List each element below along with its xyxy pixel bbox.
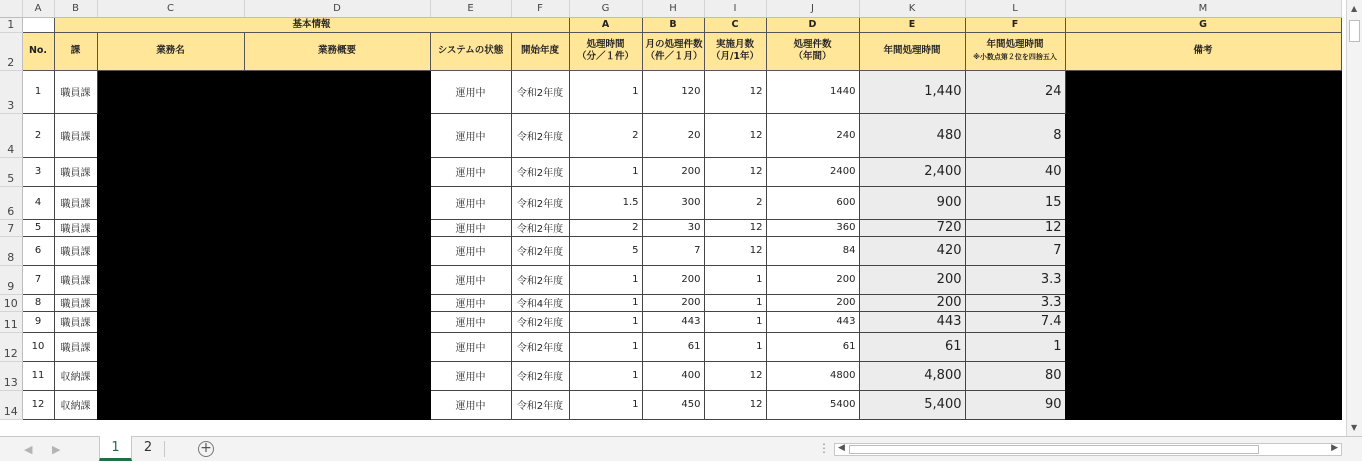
cell-months[interactable]: 12 (704, 157, 766, 186)
cell-no[interactable]: 5 (22, 219, 54, 236)
cell-no[interactable]: 6 (22, 236, 54, 265)
sheet-tab-1[interactable]: 1 (99, 436, 132, 461)
cell-proc-time[interactable]: 1.5 (569, 186, 642, 219)
cell-start-year[interactable]: 令和2年度 (511, 70, 569, 113)
vertical-scrollbar[interactable] (1346, 0, 1362, 436)
cell-monthly-count[interactable]: 120 (642, 70, 704, 113)
cell-no[interactable]: 9 (22, 311, 54, 332)
cell-ka[interactable]: 収納課 (54, 390, 97, 419)
cell-status[interactable]: 運用中 (430, 70, 511, 113)
header-monthly-count[interactable] (642, 32, 704, 70)
cell-annual-time[interactable]: 200 (859, 294, 965, 311)
cell-start-year[interactable]: 令和2年度 (511, 265, 569, 294)
scroll-thumb[interactable] (849, 445, 1259, 454)
cell-annual-time[interactable]: 443 (859, 311, 965, 332)
header-note: ※小数点第２位を四捨五入 (973, 53, 1057, 61)
cell-count[interactable]: 5400 (766, 390, 859, 419)
cell-no[interactable]: 12 (22, 390, 54, 419)
column-header[interactable]: I (704, 0, 766, 17)
cell-annual-time[interactable]: 420 (859, 236, 965, 265)
cell-ka[interactable]: 職員課 (54, 294, 97, 311)
row-header[interactable]: 10 (0, 294, 22, 311)
scroll-thumb[interactable] (1349, 20, 1360, 42)
letter-header-c[interactable]: C (704, 17, 766, 32)
cell-status[interactable]: 運用中 (430, 219, 511, 236)
cell-no[interactable]: 8 (22, 294, 54, 311)
header-line: （月/1年） (710, 51, 760, 62)
cell-no[interactable]: 10 (22, 332, 54, 361)
column-header[interactable]: F (511, 0, 569, 17)
cell-months[interactable]: 1 (704, 265, 766, 294)
header-gyomu-gaiyo[interactable]: 業務概要 (244, 32, 430, 70)
row-header[interactable]: 2 (0, 32, 22, 70)
cell-count[interactable]: 4800 (766, 361, 859, 390)
cell-count[interactable]: 2400 (766, 157, 859, 186)
cell-start-year[interactable]: 令和2年度 (511, 311, 569, 332)
cell-no[interactable]: 4 (22, 186, 54, 219)
header-months[interactable] (704, 32, 766, 70)
cell-no[interactable]: 3 (22, 157, 54, 186)
triangle-left-icon[interactable]: ◀ (24, 443, 33, 456)
cell-annual-hours[interactable]: 7 (965, 236, 1065, 265)
cell-annual-time[interactable]: 61 (859, 332, 965, 361)
cell-count[interactable]: 84 (766, 236, 859, 265)
header-line: （分／１件） (576, 51, 634, 62)
cell-ka[interactable]: 職員課 (54, 332, 97, 361)
cell-count[interactable]: 443 (766, 311, 859, 332)
column-header[interactable]: C (97, 0, 244, 17)
cell-ka[interactable]: 職員課 (54, 236, 97, 265)
cell-annual-hours[interactable]: 3.3 (965, 265, 1065, 294)
row-header[interactable]: 14 (0, 390, 22, 419)
row-header[interactable]: 3 (0, 70, 22, 113)
cell-annual-hours[interactable]: 3.3 (965, 294, 1065, 311)
row-header[interactable]: 4 (0, 113, 22, 157)
cell-status[interactable]: 運用中 (430, 294, 511, 311)
cell-annual-hours[interactable]: 7.4 (965, 311, 1065, 332)
cell-no[interactable]: 7 (22, 265, 54, 294)
cell-count[interactable]: 360 (766, 219, 859, 236)
cell-annual-time[interactable]: 2,400 (859, 157, 965, 186)
cell-no[interactable]: 2 (22, 113, 54, 157)
cell-months[interactable]: 12 (704, 113, 766, 157)
cell-proc-time[interactable]: 1 (569, 311, 642, 332)
header-line: 処理時間 (586, 39, 625, 50)
cell-monthly-count[interactable]: 443 (642, 311, 704, 332)
tab-divider (164, 441, 165, 457)
letter-header-e[interactable]: E (859, 17, 965, 32)
column-header[interactable]: E (430, 0, 511, 17)
horizontal-scrollbar[interactable] (834, 443, 1342, 456)
cell-proc-time[interactable]: 1 (569, 332, 642, 361)
letter-header-d[interactable]: D (766, 17, 859, 32)
column-header-row (0, 0, 1341, 17)
cell-monthly-count[interactable]: 300 (642, 186, 704, 219)
cell-monthly-count[interactable]: 200 (642, 265, 704, 294)
header-line: 実施月数 (715, 39, 754, 50)
cell-start-year[interactable]: 令和2年度 (511, 157, 569, 186)
header-annual-hours[interactable] (965, 32, 1065, 70)
header-line: （年間） (793, 51, 832, 62)
cell-annual-time[interactable]: 5,400 (859, 390, 965, 419)
column-header[interactable]: M (1065, 0, 1341, 17)
cell-status[interactable]: 運用中 (430, 390, 511, 419)
cell-status[interactable]: 運用中 (430, 113, 511, 157)
cell-count[interactable]: 61 (766, 332, 859, 361)
header-line: （件／１月） (645, 51, 703, 62)
column-header[interactable]: G (569, 0, 642, 17)
cell-proc-time[interactable]: 1 (569, 294, 642, 311)
cell-ka[interactable]: 収納課 (54, 361, 97, 390)
cell-ka[interactable]: 職員課 (54, 157, 97, 186)
cell-ka[interactable]: 職員課 (54, 311, 97, 332)
header-no[interactable]: No. (22, 32, 54, 70)
cell-count[interactable]: 200 (766, 294, 859, 311)
triangle-right-icon[interactable]: ▶ (52, 443, 61, 456)
cell-proc-time[interactable]: 2 (569, 219, 642, 236)
cell-months[interactable]: 12 (704, 361, 766, 390)
cell-start-year[interactable]: 令和2年度 (511, 186, 569, 219)
header-line: 年間処理時間 (986, 39, 1044, 50)
sheet-tab-bar (0, 436, 1362, 461)
table-row (0, 70, 1341, 113)
letter-header-g[interactable]: G (1065, 17, 1341, 32)
header-line: 月の処理件数 (645, 39, 703, 50)
cell-monthly-count[interactable]: 450 (642, 390, 704, 419)
cell-monthly-count[interactable]: 200 (642, 157, 704, 186)
triangle-down-icon[interactable]: ▼ (1351, 423, 1358, 432)
header-annual-time[interactable]: 年間処理時間 (859, 32, 965, 70)
cell-ka[interactable]: 職員課 (54, 70, 97, 113)
header-start-year[interactable]: 開始年度 (511, 32, 569, 70)
cell-annual-time[interactable]: 480 (859, 113, 965, 157)
select-all-corner[interactable] (0, 0, 22, 17)
cell-count[interactable]: 600 (766, 186, 859, 219)
cell-months[interactable]: 2 (704, 186, 766, 219)
cell-monthly-count[interactable]: 200 (642, 294, 704, 311)
cell-start-year[interactable]: 令和2年度 (511, 236, 569, 265)
cell-annual-hours[interactable]: 1 (965, 332, 1065, 361)
cell-start-year[interactable]: 令和2年度 (511, 113, 569, 157)
cell-no[interactable]: 1 (22, 70, 54, 113)
plus-circle-icon[interactable]: + (198, 441, 214, 457)
header-proc-time[interactable] (569, 32, 642, 70)
cell-status[interactable]: 運用中 (430, 311, 511, 332)
cell-months[interactable]: 12 (704, 219, 766, 236)
cell-proc-time[interactable]: 5 (569, 236, 642, 265)
letter-header-f[interactable]: F (965, 17, 1065, 32)
triangle-left-icon[interactable]: ◀ (838, 443, 845, 453)
column-header[interactable]: L (965, 0, 1065, 17)
column-header[interactable]: B (54, 0, 97, 17)
cell-start-year[interactable]: 令和2年度 (511, 332, 569, 361)
cell[interactable] (22, 17, 54, 32)
cell-annual-hours[interactable]: 24 (965, 70, 1065, 113)
cell-proc-time[interactable]: 1 (569, 265, 642, 294)
cell-annual-hours[interactable]: 80 (965, 361, 1065, 390)
cell-monthly-count[interactable]: 7 (642, 236, 704, 265)
cell-status[interactable]: 運用中 (430, 361, 511, 390)
cell-ka[interactable]: 職員課 (54, 186, 97, 219)
cell-count[interactable]: 1440 (766, 70, 859, 113)
row-header[interactable]: 7 (0, 219, 22, 236)
cell-proc-time[interactable]: 1 (569, 157, 642, 186)
column-header[interactable]: D (244, 0, 430, 17)
cell-months[interactable]: 1 (704, 332, 766, 361)
cell-status[interactable]: 運用中 (430, 236, 511, 265)
cell-status[interactable]: 運用中 (430, 186, 511, 219)
cell-months[interactable]: 12 (704, 70, 766, 113)
cell-months[interactable]: 12 (704, 390, 766, 419)
cell-status[interactable]: 運用中 (430, 157, 511, 186)
cell-annual-time[interactable]: 720 (859, 219, 965, 236)
cell-annual-hours[interactable]: 40 (965, 157, 1065, 186)
cell-ka[interactable]: 職員課 (54, 219, 97, 236)
triangle-right-icon[interactable]: ▶ (1331, 443, 1338, 453)
cell-no[interactable]: 11 (22, 361, 54, 390)
cell-annual-hours[interactable]: 90 (965, 390, 1065, 419)
cell-start-year[interactable]: 令和4年度 (511, 294, 569, 311)
cell-start-year[interactable]: 令和2年度 (511, 219, 569, 236)
row-header[interactable]: 6 (0, 186, 22, 219)
cell-proc-time[interactable]: 2 (569, 113, 642, 157)
letter-header-b[interactable]: B (642, 17, 704, 32)
sheet-tab-2[interactable]: 2 (143, 440, 153, 455)
vertical-dots-icon[interactable]: ⋮ (818, 441, 830, 455)
column-header[interactable]: K (859, 0, 965, 17)
group-header-basic-info[interactable]: 基本情報 (54, 17, 569, 32)
row-header[interactable]: 13 (0, 361, 22, 390)
header-line: 処理件数 (793, 39, 832, 50)
cell-monthly-count[interactable]: 30 (642, 219, 704, 236)
row-header[interactable]: 8 (0, 236, 22, 265)
cell-proc-time[interactable]: 1 (569, 390, 642, 419)
sheet-row-2 (0, 32, 1341, 70)
cell-count[interactable]: 200 (766, 265, 859, 294)
cell-annual-hours[interactable]: 12 (965, 219, 1065, 236)
cell-monthly-count[interactable]: 61 (642, 332, 704, 361)
column-header[interactable]: H (642, 0, 704, 17)
cell-proc-time[interactable]: 1 (569, 70, 642, 113)
column-header[interactable]: A (22, 0, 54, 17)
cell-ka[interactable]: 職員課 (54, 113, 97, 157)
row-header[interactable]: 1 (0, 17, 22, 32)
cell-annual-time[interactable]: 200 (859, 265, 965, 294)
cell-annual-time[interactable]: 4,800 (859, 361, 965, 390)
row-header[interactable]: 11 (0, 311, 22, 332)
cell-monthly-count[interactable]: 20 (642, 113, 704, 157)
row-header[interactable]: 5 (0, 157, 22, 186)
cell-ka[interactable]: 職員課 (54, 265, 97, 294)
cell-start-year[interactable]: 令和2年度 (511, 361, 569, 390)
triangle-up-icon[interactable]: ▲ (1351, 4, 1358, 13)
header-count[interactable] (766, 32, 859, 70)
cell-count[interactable]: 240 (766, 113, 859, 157)
cell-annual-time[interactable]: 900 (859, 186, 965, 219)
column-header[interactable]: J (766, 0, 859, 17)
header-remarks[interactable]: 備考 (1065, 32, 1341, 70)
cell-status[interactable]: 運用中 (430, 265, 511, 294)
redacted-cell (97, 70, 430, 419)
cell-months[interactable]: 1 (704, 294, 766, 311)
row-header[interactable]: 12 (0, 332, 22, 361)
cell-monthly-count[interactable]: 400 (642, 361, 704, 390)
cell-start-year[interactable]: 令和2年度 (511, 390, 569, 419)
cell-status[interactable]: 運用中 (430, 332, 511, 361)
header-system-status[interactable]: システムの状態 (430, 32, 511, 70)
cell-annual-hours[interactable]: 8 (965, 113, 1065, 157)
cell-months[interactable]: 1 (704, 311, 766, 332)
header-ka[interactable]: 課 (54, 32, 97, 70)
cell-proc-time[interactable]: 1 (569, 361, 642, 390)
cell-annual-hours[interactable]: 15 (965, 186, 1065, 219)
letter-header-a[interactable]: A (569, 17, 642, 32)
row-header[interactable]: 9 (0, 265, 22, 294)
cell-annual-time[interactable]: 1,440 (859, 70, 965, 113)
sheet-row-1 (0, 17, 1341, 32)
redacted-remarks (1065, 70, 1341, 419)
cell-months[interactable]: 12 (704, 236, 766, 265)
header-gyomu-mei[interactable]: 業務名 (97, 32, 244, 70)
